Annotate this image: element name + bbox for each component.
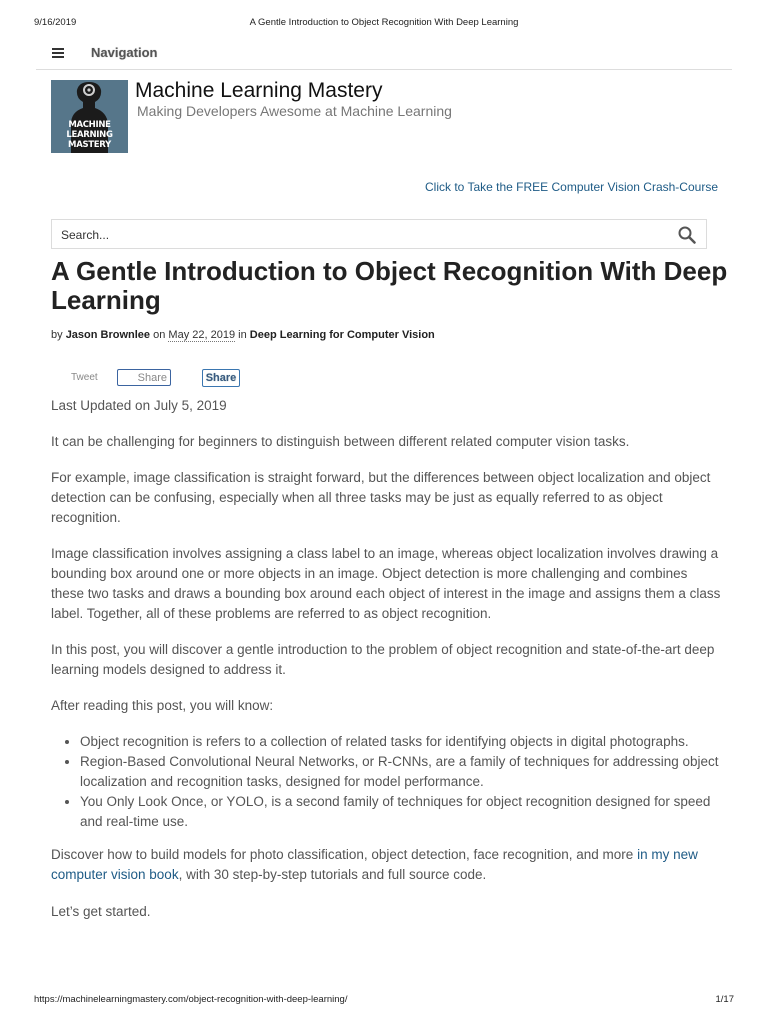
byline-on: on — [153, 329, 166, 341]
page-number: 1/17 — [715, 994, 734, 1005]
hamburger-icon[interactable] — [52, 48, 64, 58]
print-url: https://machinelearningmastery.com/object-recognition-with-deep-learning/ — [34, 994, 348, 1005]
print-date: 9/16/2019 — [34, 17, 77, 28]
linkedin-share-button[interactable]: Share — [202, 369, 240, 387]
author-link[interactable]: Jason Brownlee — [65, 329, 151, 341]
post-date: May 22, 2019 — [168, 329, 236, 341]
post-byline — [51, 329, 435, 341]
book-promo-paragraph — [51, 845, 723, 885]
share-buttons — [51, 369, 311, 389]
paragraph: In this post, you will discover a gentle introduction to the problem of object recognition and state-of-the-art deep learning models designed to address it. — [51, 642, 715, 677]
post-content — [51, 396, 723, 922]
category-link[interactable]: Deep Learning for Computer Vision — [249, 329, 435, 341]
facebook-share-button[interactable]: Share — [117, 369, 171, 386]
paragraph: Image classification involves assigning a class label to an image, whereas object localization involves drawing a bounding box around one or more objects in an image. Object detection is more challenging and combines these two tasks and draws a bounding box around each object of interest in the image and assigns them a class label. Together, all of these problems are referred to as object recognition. — [51, 546, 721, 621]
search-icon[interactable] — [678, 226, 696, 244]
navbar — [36, 40, 732, 70]
crash-course-link[interactable]: Click to Take the FREE Computer Vision Crash-Course — [424, 180, 718, 194]
search-input[interactable]: Search... — [61, 228, 110, 242]
paragraph: After reading this post, you will know: — [51, 698, 274, 713]
list-item: • Region-Based Convolutional Neural Networks, or R-CNNs, are a family of techniques for addressing object localization and recognition tasks, designed for model performance. — [80, 752, 723, 792]
book-link[interactable]: in my new computer vision book — [51, 847, 698, 882]
post-title: A Gentle Introduction to Object Recognition With Deep Learning — [51, 256, 728, 315]
book-promo-text-end: , with 30 step-by-step tutorials and full source code. — [178, 867, 487, 882]
last-updated: Last Updated on July 5, 2019 — [51, 398, 227, 413]
paragraph: It can be challenging for beginners to distinguish between different related computer vision tasks. — [51, 434, 630, 449]
print-header — [34, 17, 734, 29]
logo-wordmark: MACHINE LEARNING MASTERY — [66, 120, 113, 150]
byline-in: in — [238, 329, 247, 341]
takeaways-list — [51, 732, 723, 832]
navigation-menu-label[interactable]: Navigation — [91, 45, 158, 60]
print-document-title: A Gentle Introduction to Object Recognition With Deep Learning — [249, 17, 519, 28]
byline-by: by — [51, 329, 63, 341]
paragraph: For example, image classification is straight forward, but the differences between object localization and object detection can be confusing, especially when all three tasks may be just as equally referred to as object recognition. — [51, 470, 711, 525]
print-footer — [34, 994, 734, 1005]
list-item: • Object recognition is refers to a collection of related tasks for identifying objects in digital photographs. — [80, 732, 723, 752]
site-tagline: Making Developers Awesome at Machine Learning — [137, 103, 452, 119]
search-box[interactable] — [51, 219, 707, 249]
tweet-button[interactable]: Tweet — [71, 372, 98, 383]
site-name[interactable]: Machine Learning Mastery — [135, 79, 383, 102]
closing-line: Let’s get started. — [51, 904, 151, 919]
list-item: • You Only Look Once, or YOLO, is a second family of techniques for object recognition designed for speed and real-time use. — [80, 792, 723, 832]
site-logo[interactable] — [51, 80, 128, 153]
book-promo-text: Discover how to build models for photo classification, object detection, face recognition, and more — [51, 847, 638, 862]
